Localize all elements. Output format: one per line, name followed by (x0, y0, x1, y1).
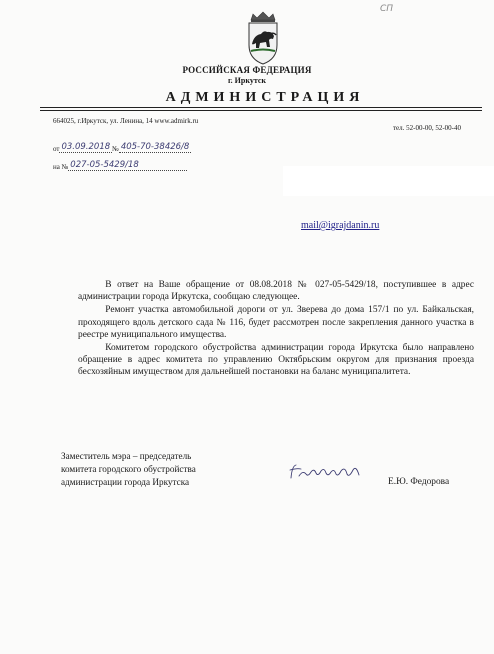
reference-prefix: на № (53, 163, 69, 171)
date-prefix: от (53, 145, 60, 153)
reference-row (53, 160, 187, 171)
org-city: г. Иркутск (227, 76, 267, 85)
header-rule-thin (40, 110, 482, 111)
position-line-1: Заместитель мэра – председатель (61, 451, 192, 461)
handwritten-reference-number: 027-05-5429/18 (68, 160, 187, 171)
coat-of-arms-icon (239, 11, 287, 65)
redacted-recipient-block (283, 166, 494, 196)
signatory-name: Е.Ю. Федорова (388, 477, 450, 487)
handwritten-date: 03.09.2018 (61, 142, 111, 152)
body-paragraph-1: В ответ на Ваше обращение от 08.08.2018 № 027-05-5429/18, поступившее в адрес администрации города Иркутска, сообщаю следующее. (78, 280, 474, 303)
administration-title: АДМИНИСТРАЦИЯ (165, 90, 365, 105)
handwritten-signature (287, 462, 363, 482)
recipient-email-link[interactable]: mail@igrajdanin.ru (301, 220, 380, 231)
registration-date-row (53, 142, 191, 153)
body-paragraph-3: Комитетом городского обустройства администрации города Иркутска было направлено обращение в адрес комитета по управлению Октябрьским округом для признания проезда бесхозяйным имуществом для дальнейшей постановки на баланс муниципалитета. (78, 343, 474, 378)
number-sign: № (112, 145, 119, 153)
position-line-2: комитета городского обустройства (61, 463, 196, 474)
org-address: 664025, г.Иркутск, ул. Ленина, 14 www.admirk.ru (53, 117, 199, 125)
letter-body (78, 279, 474, 379)
corner-mark: CП (380, 4, 394, 14)
position-line-3: администрации города Иркутска (61, 476, 190, 487)
signatory-position (61, 450, 196, 488)
org-name: РОССИЙСКАЯ ФЕДЕРАЦИЯ (182, 65, 312, 75)
handwritten-outgoing-number: 405-70-38426/8 (120, 142, 190, 152)
org-phone: тел. 52-00-00, 52-00-40 (393, 124, 461, 132)
body-paragraph-2: Ремонт участка автомобильной дороги от ул. Зверева до дома 157/1 по ул. Байкальская, проходящего вдоль детского сада № 116, будет рассмотрен после закрепления данного участка в реестре муниципального имущества. (78, 305, 474, 340)
header-rule-thick (40, 107, 482, 108)
